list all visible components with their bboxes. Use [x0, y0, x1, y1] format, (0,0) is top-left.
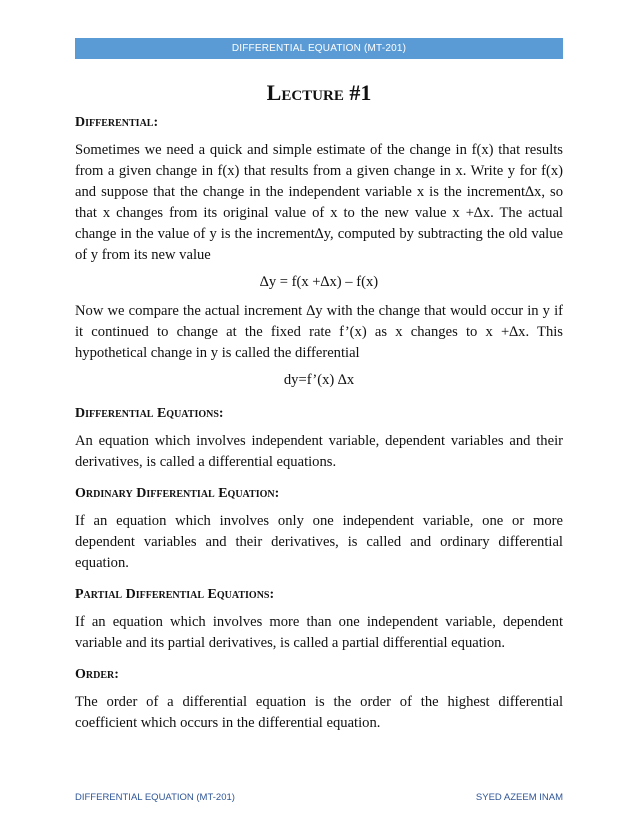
paragraph-partial-differential-equations: If an equation which involves more than one independent variable, dependent variable and its partial derivatives, is called a partial differential equation. — [75, 614, 563, 651]
footer-author: SYED AZEEM INAM — [475, 791, 563, 803]
heading-partial-differential-equations: Partial Differential Equations: — [75, 587, 275, 602]
header-text: DIFFERENTIAL EQUATION (MT-201) — [231, 43, 407, 54]
heading-differential-equations: Differential Equations: — [75, 406, 224, 421]
page-header — [75, 38, 563, 59]
equation-dy: dy=f’(x) ∆x — [283, 372, 355, 388]
paragraph-differential-1: Sometimes we need a quick and simple estimate of the change in f(x) that results from a given change in f(x) that results from a given change in x. Write y for f(x) and suppose that the change in the independent variable x is the increment∆x, so that x changes from its original value of x to the new value x +∆x. The actual change in the value of y is the increment∆y, computed by subtracting the old value of y from its new value — [75, 142, 563, 263]
lecture-title: Lecture #1 — [266, 80, 372, 105]
lecture-content — [75, 114, 563, 740]
paragraph-ordinary-differential-equation: If an equation which involves only one independent variable, one or more dependent variables and their derivatives, is called and ordinary differential equation. — [75, 513, 563, 571]
heading-order: Order: — [75, 667, 119, 682]
footer-left-text: DIFFERENTIAL EQUATION (MT-201) — [75, 791, 235, 803]
heading-differential: Differential: — [75, 115, 159, 130]
equation-delta-y: ∆y = f(x +∆x) – f(x) — [259, 274, 379, 290]
heading-ordinary-differential-equation: Ordinary Differential Equation: — [75, 486, 280, 501]
page-footer — [75, 790, 563, 804]
paragraph-order: The order of a differential equation is the order of the highest differential coefficient which occurs in the differential equation. — [75, 694, 563, 731]
paragraph-differential-equations: An equation which involves independent variable, dependent variables and their derivatives, is called a differential equations. — [75, 433, 563, 470]
paragraph-differential-2: Now we compare the actual increment ∆y with the change that would occur in y if it continued to change at the fixed rate f’(x) as x changes to x +∆x. This hypothetical change in y is called the differential — [75, 303, 563, 361]
